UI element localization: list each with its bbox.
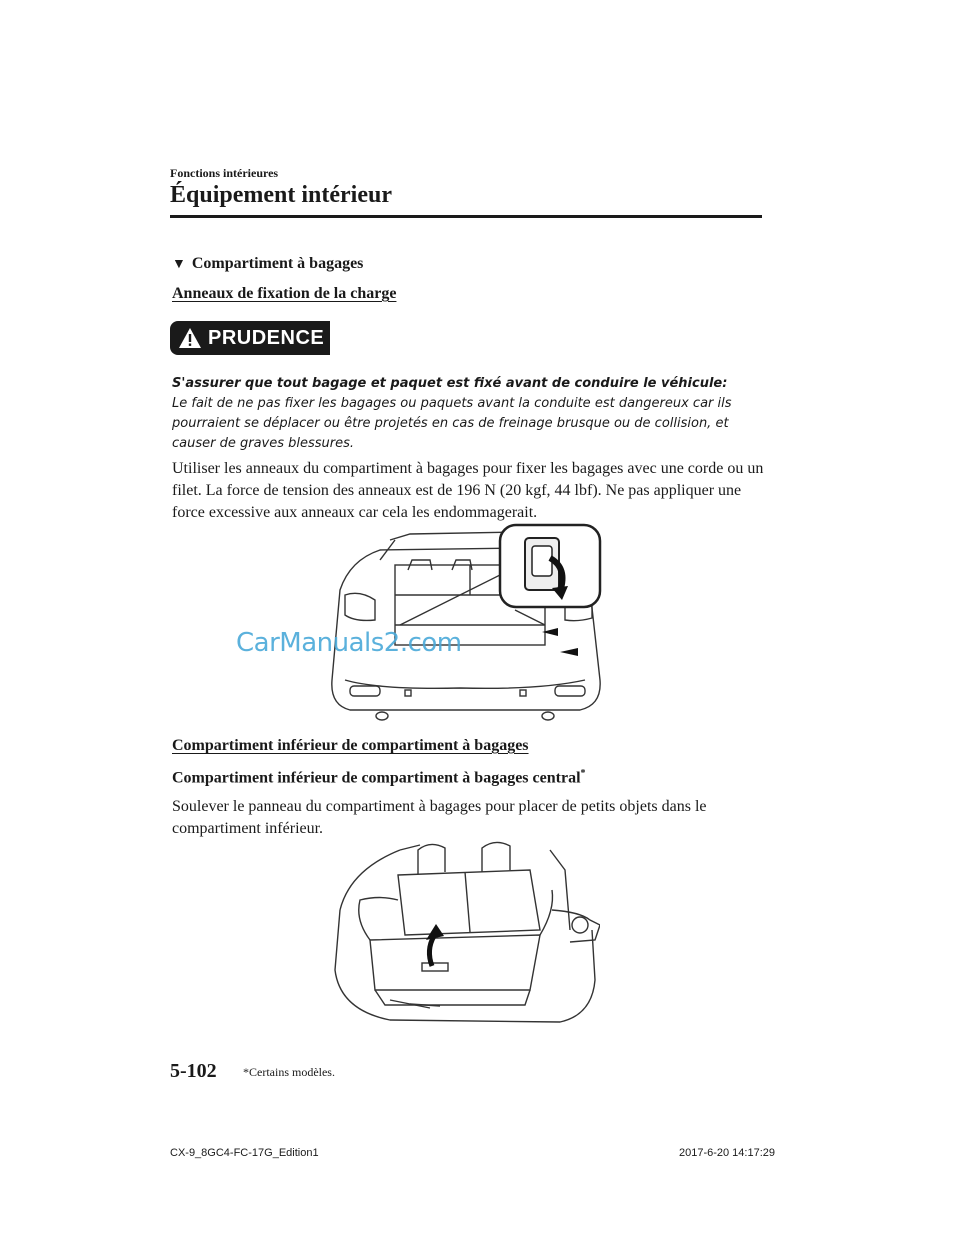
footnote: *Certains modèles.: [243, 1065, 335, 1079]
caution-text: [172, 374, 764, 454]
subheading-center-compartment: [172, 768, 586, 787]
page-number: 5-102: [170, 1060, 217, 1082]
document-id: CX-9_8GC4-FC-17G_Edition1: [170, 1147, 319, 1159]
subheading-lower-compartment: Compartiment inférieur de compartiment à bagages: [172, 737, 529, 754]
paragraph-load-rings: Utiliser les anneaux du compartiment à bagages pour fixer les bagages avec une corde ou un filet. La force de tension des anneaux est de 196 N (20 kgf, 44 lbf). Ne pas appliquer une force excessive aux anneaux car cela les endommagerait.: [172, 460, 764, 521]
center-compartment-title: Compartiment inférieur de compartiment à bagages central: [172, 769, 581, 787]
warning-icon: [178, 326, 202, 350]
chapter-label: Fonctions intérieures: [170, 166, 279, 180]
page-title: Équipement intérieur: [170, 182, 392, 208]
caution-label: PRUDENCE: [208, 326, 325, 349]
optional-mark: *: [580, 768, 586, 779]
watermark: CarManuals2.com: [236, 628, 462, 658]
subheading-load-rings: Anneaux de fixation de la charge: [172, 285, 397, 302]
title-rule: [170, 215, 762, 218]
paragraph-lower-compartment: Soulever le panneau du compartiment à bagages pour placer de petits objets dans le compartiment inférieur.: [172, 798, 707, 837]
caution-badge: [170, 321, 330, 355]
cargo-hook-illustration: [320, 520, 610, 725]
caution-lead: S'assurer que tout bagage et paquet est fixé avant de conduire le véhicule:: [172, 376, 728, 391]
section-heading: [172, 255, 363, 273]
caution-body: Le fait de ne pas fixer les bagages ou paquets avant la conduite est dangereux car ils pourraient se déplacer ou être projetés en cas de freinage brusque ou de collision, et causer de graves blessures.: [172, 396, 732, 451]
print-timestamp: 2017-6-20 14:17:29: [678, 1147, 775, 1159]
cargo-floor-illustration: [330, 840, 600, 1030]
section-title: Compartiment à bagages: [191, 255, 364, 272]
triangle-marker-icon: ▼: [172, 257, 186, 272]
